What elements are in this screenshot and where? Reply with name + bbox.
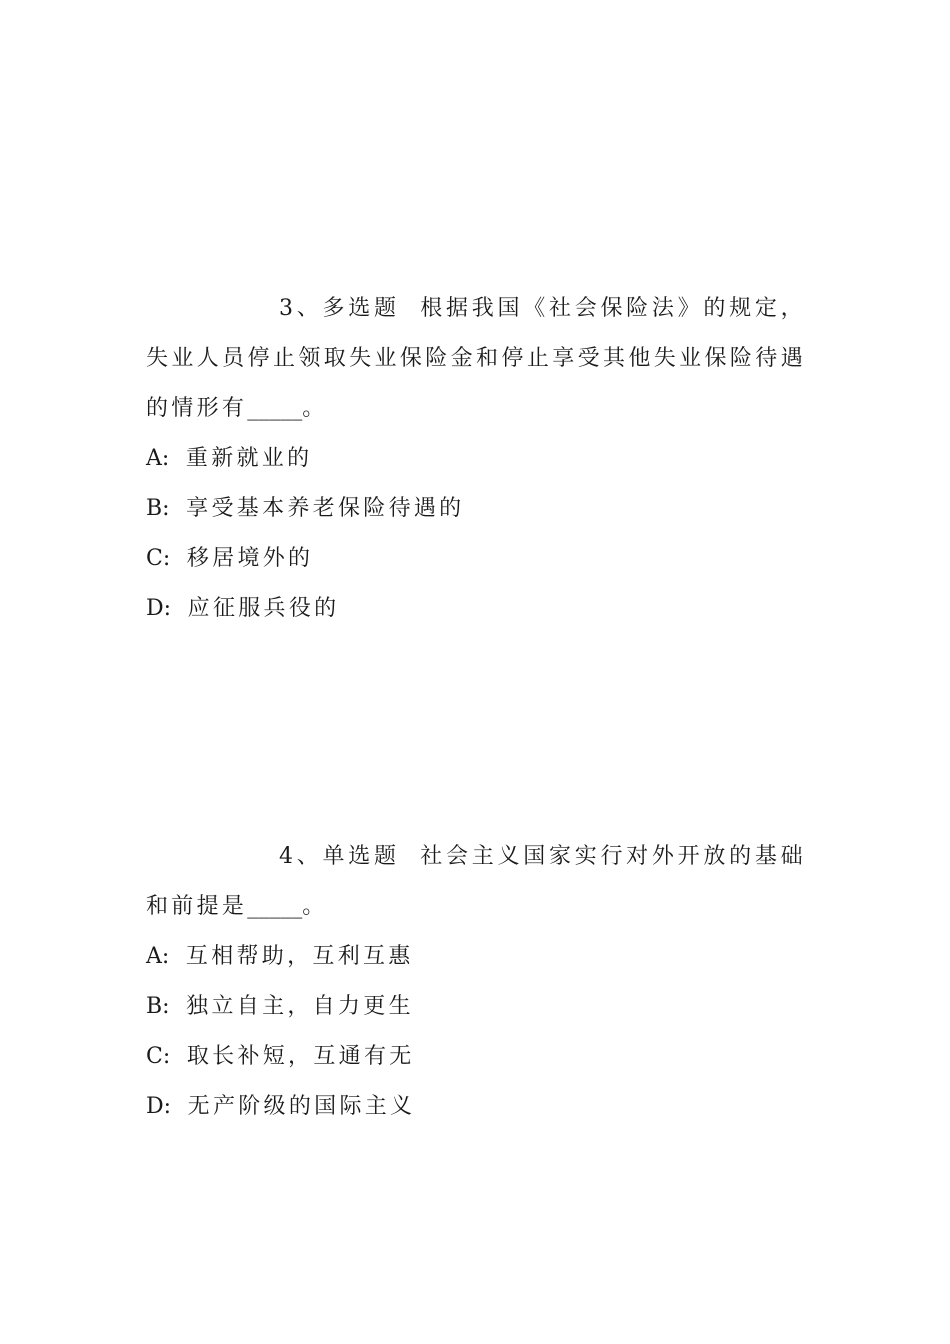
option-text: 取长补短，互通有无 xyxy=(186,1044,415,1069)
option-letter: B xyxy=(146,496,163,521)
option-letter: A xyxy=(146,944,162,969)
option-separator: : xyxy=(162,994,170,1019)
option-separator: : xyxy=(162,1044,171,1069)
option-separator: : xyxy=(161,446,170,471)
option-list xyxy=(146,932,806,1132)
option-separator: : xyxy=(163,596,172,621)
option-text: 互相帮助，互利互惠 xyxy=(185,944,414,969)
option-letter: D xyxy=(146,596,164,621)
option-separator: : xyxy=(161,944,170,969)
option-a xyxy=(146,932,806,982)
question-type: 单选题 xyxy=(322,844,400,869)
question-stem xyxy=(146,284,806,434)
option-text: 应征服兵役的 xyxy=(187,596,340,621)
option-separator: : xyxy=(163,1094,172,1119)
end-mark: 。 xyxy=(302,396,328,421)
option-letter: C xyxy=(146,1044,163,1069)
option-list xyxy=(146,434,806,634)
option-text: 享受基本养老保险待遇的 xyxy=(186,496,465,521)
option-d xyxy=(146,1082,806,1132)
option-a xyxy=(146,434,806,484)
question-text: 社会主义国家实行对外开放的基础和前提是 xyxy=(146,844,806,919)
option-b xyxy=(146,982,806,1032)
question-number: 4、 xyxy=(279,844,323,869)
question-text: 根据我国《社会保险法》的规定，失业人员停止领取失业保险金和停止享受其他失业保险待遇的情形有 xyxy=(146,296,806,421)
option-text: 独立自主，自力更生 xyxy=(186,994,414,1019)
option-text: 移居境外的 xyxy=(186,546,314,571)
option-text: 无产阶级的国际主义 xyxy=(187,1094,416,1119)
option-separator: : xyxy=(162,546,171,571)
question-number: 3、 xyxy=(279,296,323,321)
question-stem xyxy=(146,832,806,932)
question-type: 多选题 xyxy=(322,296,400,321)
question-3 xyxy=(146,284,806,634)
option-c xyxy=(146,1032,806,1082)
option-letter: D xyxy=(146,1094,164,1119)
end-mark: 。 xyxy=(302,894,328,919)
option-b xyxy=(146,484,806,534)
question-4 xyxy=(146,832,806,1132)
option-c xyxy=(146,534,806,584)
option-letter: C xyxy=(146,546,163,571)
option-letter: B xyxy=(146,994,163,1019)
option-text: 重新就业的 xyxy=(185,446,313,471)
option-d xyxy=(146,584,806,634)
answer-blank: _____ xyxy=(247,396,303,421)
answer-blank: _____ xyxy=(247,894,303,919)
option-separator: : xyxy=(162,496,170,521)
option-letter: A xyxy=(146,446,162,471)
